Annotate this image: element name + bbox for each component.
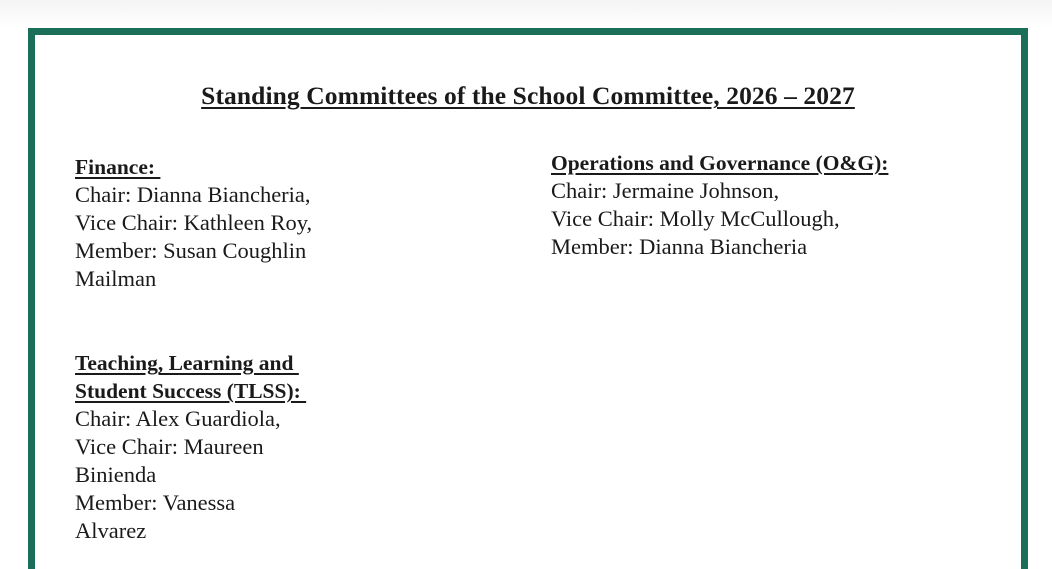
tlss-member-continued: Alvarez [75,518,147,543]
document-frame [28,28,1028,569]
committee-heading-operations: Operations and Governance (O&G): [551,151,889,175]
page-top-shade [0,0,1052,28]
finance-vice-chair: Vice Chair: Kathleen Roy, [75,210,313,235]
tlss-member: Member: Vanessa [75,490,236,515]
tlss-vice-chair: Vice Chair: Maureen [75,434,264,459]
finance-chair: Chair: Dianna Biancheria, [75,182,311,207]
finance-member-continued: Mailman [75,266,157,291]
committee-heading-finance: Finance: [75,155,161,179]
committee-operations-governance [551,149,888,261]
committee-finance [75,153,312,293]
committee-heading-tlss-line1: Teaching, Learning and [75,351,299,375]
finance-member: Member: Susan Coughlin [75,238,307,263]
operations-chair: Chair: Jermaine Johnson, [551,178,780,203]
tlss-vice-chair-continued: Binienda [75,462,157,487]
tlss-chair: Chair: Alex Guardiola, [75,406,281,431]
document-title: Standing Committees of the School Committee, 2026 – 2027 [201,81,855,110]
committee-heading-tlss-line2: Student Success (TLSS): [75,379,307,403]
operations-vice-chair: Vice Chair: Molly McCullough, [551,206,840,231]
operations-member: Member: Dianna Biancheria [551,234,808,259]
committee-tlss [75,349,306,545]
